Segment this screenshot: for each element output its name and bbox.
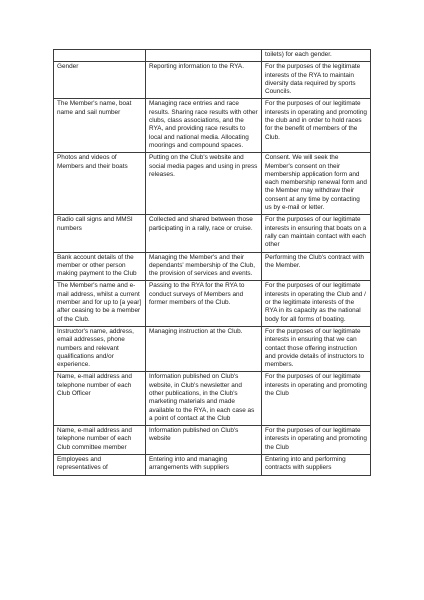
legal-basis-cell: Performing the Club's contract with the Member. [262, 252, 371, 281]
personal-data-cell: Radio call signs and MMSI numbers [54, 215, 146, 252]
personal-data-cell [54, 50, 146, 62]
table-row [54, 252, 371, 281]
use-of-data-cell [146, 50, 262, 62]
use-of-data-cell: Managing the Member's and their dependants' membership of the Club, the provision of services and events. [146, 252, 262, 281]
table-row [54, 372, 371, 426]
legal-basis-cell: For the purposes of our legitimate interests in operating and promoting the Club [262, 372, 371, 426]
use-of-data-cell: Putting on the Club's website and social media pages and using in press releases. [146, 153, 262, 215]
table-row [54, 426, 371, 455]
legal-basis-cell: For the purposes of our legitimate interests in operating and promoting the club and in order to hold races for the benefit of members of the Club. [262, 99, 371, 153]
personal-data-cell: Bank account details of the member or other person making payment to the Club [54, 252, 146, 281]
use-of-data-cell: Managing race entries and race results. Sharing race results with other clubs, class associations, and the RYA, and providing race results to local and national media. Allocating moorings and compound spaces. [146, 99, 262, 153]
use-of-data-cell: Entering into and managing arrangements with suppliers [146, 455, 262, 476]
legal-basis-cell: toilets) for each gender. [262, 50, 371, 62]
table-row [54, 455, 371, 476]
personal-data-cell: Name, e-mail address and telephone number of each Club Officer [54, 372, 146, 426]
legal-basis-cell: For the purposes of our legitimate interests in ensuring that we can contact those offering instruction and provide details of instructors to members. [262, 326, 371, 371]
personal-data-cell: Photos and videos of Members and their boats [54, 153, 146, 215]
personal-data-cell: Gender [54, 62, 146, 99]
legal-basis-cell: For the purposes of our legitimate interests in operating the Club and / or the legitimate interests of the RYA in its capacity as the national body for all forms of boating. [262, 281, 371, 326]
use-of-data-cell: Reporting information to the RYA. [146, 62, 262, 99]
table-body [54, 50, 371, 476]
legal-basis-cell: For the purposes of our legitimate interests in ensuring that boats on a rally can maintain contact with each other [262, 215, 371, 252]
personal-data-cell: The Member's name, boat name and sail number [54, 99, 146, 153]
personal-data-cell: Instructor's name, address, email addresses, phone numbers and relevant qualifications and/or experience. [54, 326, 146, 371]
use-of-data-cell: Information published on Club's website [146, 426, 262, 455]
legal-basis-cell: Entering into and performing contracts with suppliers [262, 455, 371, 476]
use-of-data-cell: Information published on Club's website, in Club's newsletter and other publications, in the Club's marketing materials and made available to the RYA, in each case as a point of contact at the Club [146, 372, 262, 426]
legal-basis-cell: For the purposes of our legitimate interests in operating and promoting the Club [262, 426, 371, 455]
table-row [54, 62, 371, 99]
use-of-data-cell: Collected and shared between those participating in a rally, race or cruise. [146, 215, 262, 252]
table-row [54, 50, 371, 62]
use-of-data-cell: Managing instruction at the Club. [146, 326, 262, 371]
table-row [54, 326, 371, 371]
table-row [54, 215, 371, 252]
table-row [54, 153, 371, 215]
table-row [54, 281, 371, 326]
legal-basis-cell: For the purposes of the legitimate interests of the RYA to maintain diversity data required by sports Councils. [262, 62, 371, 99]
use-of-data-cell: Passing to the RYA for the RYA to conduct surveys of Members and former members of the Club. [146, 281, 262, 326]
data-processing-table [53, 49, 371, 476]
personal-data-cell: The Member's name and e-mail address, whilst a current member and for up to [a year] after ceasing to be a member of the Club. [54, 281, 146, 326]
personal-data-cell: Name, e-mail address and telephone number of each Club committee member [54, 426, 146, 455]
table-row [54, 99, 371, 153]
personal-data-cell: Employees and representatives of [54, 455, 146, 476]
legal-basis-cell: Consent. We will seek the Member's consent on their membership application form and each membership renewal form and the Member may withdraw their consent at any time by contacting us by e-mail or letter. [262, 153, 371, 215]
